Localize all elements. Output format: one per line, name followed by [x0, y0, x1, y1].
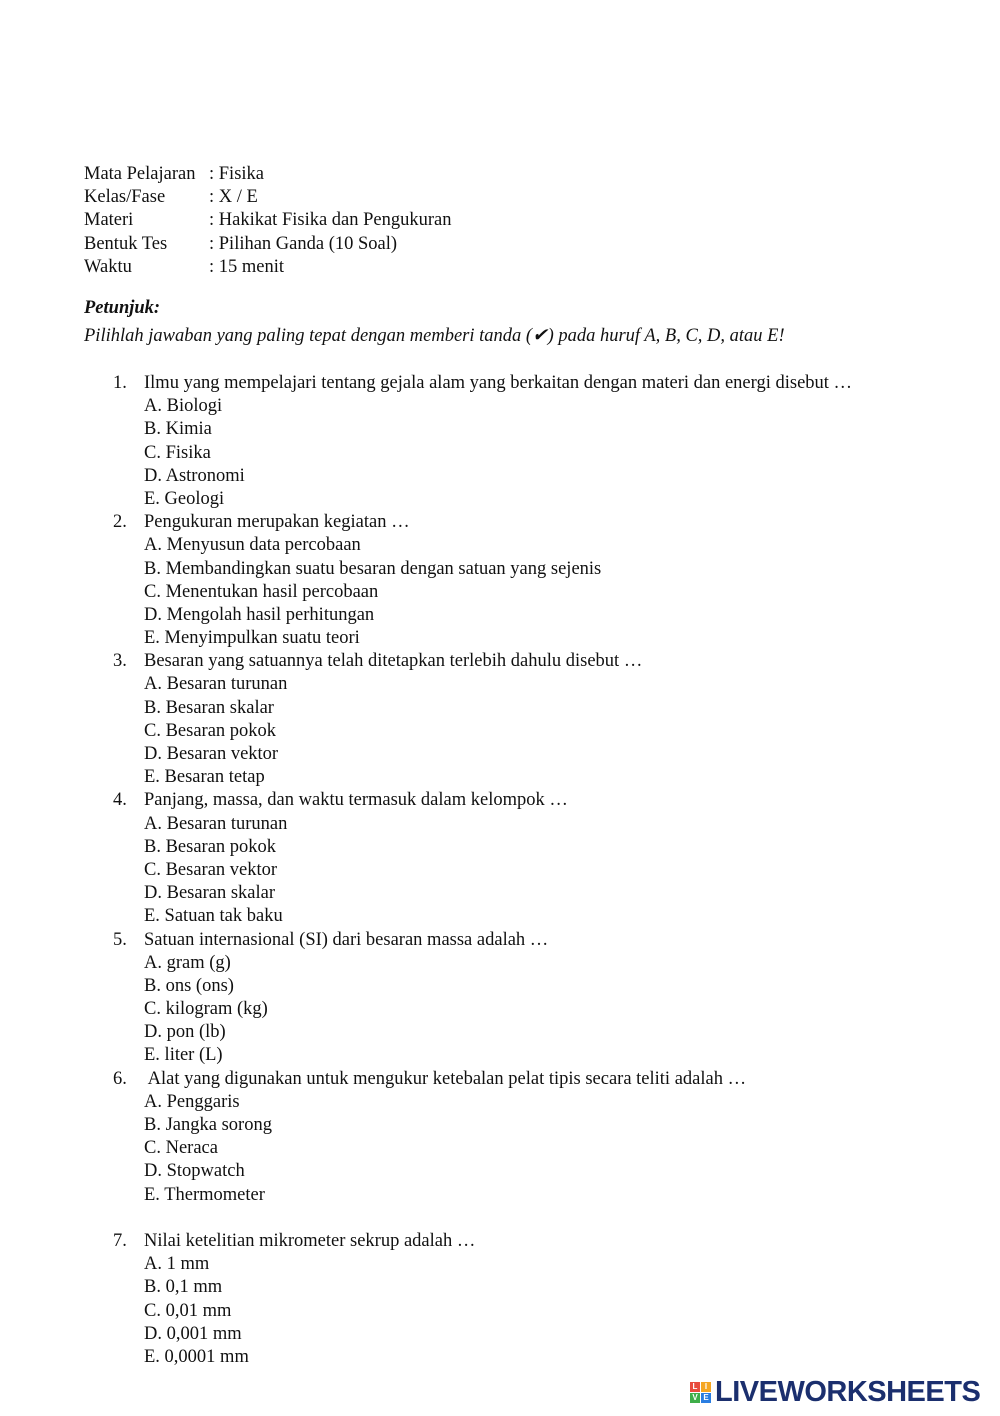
answer-option-b[interactable]: B. Besaran pokok [144, 836, 277, 857]
info-label: Materi [84, 210, 134, 231]
answer-option-c[interactable]: C. 0,01 mm [144, 1300, 232, 1321]
info-row-test-type [84, 233, 452, 256]
info-row-subject [84, 163, 452, 186]
answer-option-d[interactable]: D. pon (lb) [144, 1022, 226, 1043]
answer-option-a[interactable]: A. gram (g) [144, 952, 231, 973]
answer-option-c[interactable]: C. kilogram (kg) [144, 999, 268, 1020]
info-label: Mata Pelajaran [84, 164, 196, 184]
question-6 [0, 1068, 1000, 1207]
answer-option-d[interactable]: D. Besaran skalar [144, 883, 275, 904]
question-text: Panjang, massa, dan waktu termasuk dalam kelompok … [144, 790, 568, 811]
logo-mark-cell: V [690, 1393, 700, 1403]
answer-option-c[interactable]: C. Menentukan hasil percobaan [144, 581, 379, 602]
question-4 [0, 789, 1000, 928]
logo-mark-cell: I [701, 1382, 711, 1392]
instructions-text: Pilihlah jawaban yang paling tepat dengan memberi tanda (✔) pada huruf A, B, C, D, atau E! [84, 326, 785, 346]
logo-mark-icon [690, 1382, 711, 1403]
info-value: : 15 menit [209, 256, 285, 277]
instructions-title: Petunjuk: [84, 298, 161, 318]
answer-option-c[interactable]: C. Fisika [144, 442, 211, 463]
question-number: 3. [113, 651, 127, 672]
question-text: Satuan internasional (SI) dari besaran massa adalah … [144, 929, 549, 950]
question-list [0, 372, 1000, 1369]
question-number: 7. [113, 1230, 127, 1251]
question-number: 6. [113, 1068, 127, 1089]
spacer [0, 1207, 1000, 1230]
logo-text: LIVEWORKSHEETS [715, 1376, 981, 1408]
info-row-material [84, 209, 452, 232]
question-text: Ilmu yang mempelajari tentang gejala alam yang berkaitan dengan materi dan energi disebut … [144, 373, 853, 393]
answer-option-e[interactable]: E. Besaran tetap [144, 767, 265, 788]
question-number: 5. [113, 929, 127, 950]
answer-option-c[interactable]: C. Neraca [144, 1138, 218, 1159]
answer-option-d[interactable]: D. 0,001 mm [144, 1323, 242, 1344]
answer-option-a[interactable]: A. Penggaris [144, 1091, 240, 1112]
question-text: Alat yang digunakan untuk mengukur ketebalan pelat tipis secara teliti adalah … [144, 1068, 747, 1089]
question-2 [0, 511, 1000, 650]
answer-option-b[interactable]: B. Kimia [144, 419, 212, 440]
info-label: Kelas/Fase [84, 187, 166, 208]
answer-option-e[interactable]: E. Satuan tak baku [144, 906, 283, 927]
question-text: Nilai ketelitian mikrometer sekrup adalah … [144, 1230, 476, 1251]
info-label: Waktu [84, 256, 132, 277]
answer-option-b[interactable]: B. Membandingkan suatu besaran dengan satuan yang sejenis [144, 558, 602, 579]
answer-option-d[interactable]: D. Stopwatch [144, 1161, 245, 1182]
answer-option-b[interactable]: B. Besaran skalar [144, 697, 274, 718]
question-3 [0, 650, 1000, 789]
answer-option-e[interactable]: E. liter (L) [144, 1045, 223, 1066]
answer-option-a[interactable]: A. 1 mm [144, 1254, 210, 1275]
answer-option-a[interactable]: A. Besaran turunan [144, 813, 288, 834]
info-value: : Fisika [209, 164, 264, 184]
answer-option-e[interactable]: E. 0,0001 mm [144, 1346, 249, 1367]
answer-option-a[interactable]: A. Menyusun data percobaan [144, 535, 361, 556]
info-label: Bentuk Tes [84, 233, 168, 254]
answer-option-e[interactable]: E. Thermometer [144, 1184, 265, 1205]
question-number: 2. [113, 512, 127, 533]
answer-option-b[interactable]: B. Jangka sorong [144, 1115, 272, 1135]
question-number: 4. [113, 790, 127, 811]
question-7 [0, 1230, 1000, 1369]
header-info [84, 163, 452, 279]
question-1 [0, 372, 1000, 511]
answer-option-b[interactable]: B. ons (ons) [144, 975, 234, 996]
info-value: : Pilihan Ganda (10 Soal) [209, 233, 398, 254]
question-5 [0, 929, 1000, 1068]
info-value: : Hakikat Fisika dan Pengukuran [209, 210, 452, 231]
answer-option-c[interactable]: C. Besaran pokok [144, 720, 277, 741]
question-text: Pengukuran merupakan kegiatan … [144, 512, 410, 533]
info-row-class [84, 186, 452, 209]
question-text: Besaran yang satuannya telah ditetapkan terlebih dahulu disebut … [144, 651, 643, 672]
answer-option-e[interactable]: E. Geologi [144, 488, 225, 509]
logo-mark-cell: E [701, 1393, 711, 1403]
answer-option-a[interactable]: A. Besaran turunan [144, 674, 288, 695]
answer-option-d[interactable]: D. Astronomi [144, 465, 245, 486]
logo-mark-cell: L [690, 1382, 700, 1392]
answer-option-e[interactable]: E. Menyimpulkan suatu teori [144, 628, 360, 649]
answer-option-b[interactable]: B. 0,1 mm [144, 1277, 223, 1298]
liveworksheets-logo [690, 1376, 980, 1408]
info-value: : X / E [209, 187, 258, 208]
info-row-time [84, 256, 452, 279]
answer-option-a[interactable]: A. Biologi [144, 396, 223, 417]
answer-option-d[interactable]: D. Mengolah hasil perhitungan [144, 604, 375, 625]
question-number: 1. [113, 373, 127, 393]
answer-option-c[interactable]: C. Besaran vektor [144, 859, 278, 880]
answer-option-d[interactable]: D. Besaran vektor [144, 744, 279, 764]
